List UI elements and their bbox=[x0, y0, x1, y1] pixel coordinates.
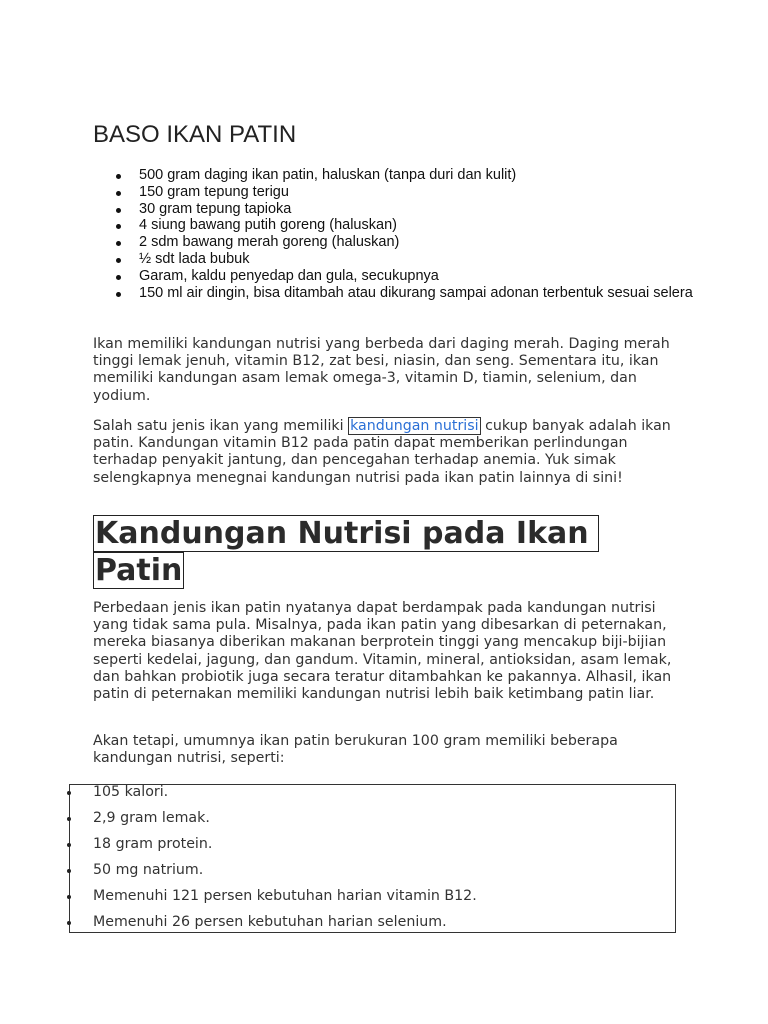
ingredient-item: 4 siung bawang putih goreng (haluskan) bbox=[139, 217, 699, 234]
intro-paragraph: Ikan memiliki kandungan nutrisi yang berbeda dari daging merah. Daging merah tinggi lemak jenuh, vitamin B12, zat besi, niasin, dan seng. Sementara itu, ikan memiliki kandungan asam lemak omega-3, vitamin D, tiamin, selenium, dan yodium. bbox=[93, 336, 670, 404]
nutrition-link[interactable]: kandungan nutrisi bbox=[350, 418, 479, 434]
nutrition-item: Memenuhi 121 persen kebutuhan harian vitamin B12. bbox=[69, 887, 674, 913]
section-heading bbox=[93, 515, 653, 589]
nutrition-item: 50 mg natrium. bbox=[69, 861, 674, 887]
ingredient-item: 2 sdm bawang merah goreng (haluskan) bbox=[139, 234, 699, 251]
paragraph-text: cukup banyak adalah ikan patin. Kandungan vitamin B12 pada patin dapat memberikan perlindungan terhadap penyakit jantung, dan pencegahan terhadap anemia. Yuk simak selengkapnya menegnai kandungan nutrisi pada ikan patin lainnya di sini! bbox=[93, 418, 671, 486]
ingredient-item: 30 gram tepung tapioka bbox=[139, 201, 699, 218]
recipe-title: BASO IKAN PATIN bbox=[93, 121, 297, 148]
ingredient-list bbox=[93, 167, 699, 301]
ingredient-item: Garam, kaldu penyedap dan gula, secukupnya bbox=[139, 268, 699, 285]
ingredient-item: 150 ml air dingin, bisa ditambah atau dikurang sampai adonan terbentuk sesuai selera bbox=[139, 285, 699, 302]
ingredient-item: ½ sdt lada bubuk bbox=[139, 251, 699, 268]
patin-paragraph bbox=[93, 418, 683, 487]
ingredient-item: 150 gram tepung terigu bbox=[139, 184, 699, 201]
nutrition-item: 2,9 gram lemak. bbox=[69, 809, 674, 835]
nutrition-item: Memenuhi 26 persen kebutuhan harian selenium. bbox=[69, 913, 674, 939]
nutrition-list bbox=[69, 783, 674, 939]
difference-paragraph: Perbedaan jenis ikan patin nyatanya dapat berdampak pada kandungan nutrisi yang tidak sama pula. Misalnya, pada ikan patin yang dibesarkan di peternakan, mereka biasanya diberikan makanan berprotein tinggi yang mencakup biji-bijian seperti kedelai, jagung, dan gandum. Vitamin, mineral, antioksidan, asam lemak, dan bahkan probiotik juga secara teratur ditambahkan ke pakannya. Alhasil, ikan patin di peternakan memiliki kandungan nutrisi lebih baik ketimbang patin liar. bbox=[93, 600, 672, 703]
paragraph-text: Salah satu jenis ikan yang memiliki bbox=[93, 418, 349, 434]
heading-line: Kandungan Nutrisi pada Ikan bbox=[93, 515, 599, 552]
nutrition-item: 18 gram protein. bbox=[69, 835, 674, 861]
nutrition-item: 105 kalori. bbox=[69, 783, 674, 809]
ingredient-item: 500 gram daging ikan patin, haluskan (tanpa duri dan kulit) bbox=[139, 167, 699, 184]
nutrition-intro-paragraph: Akan tetapi, umumnya ikan patin berukuran 100 gram memiliki beberapa kandungan nutrisi, seperti: bbox=[93, 733, 618, 767]
heading-line: Patin bbox=[95, 553, 183, 588]
